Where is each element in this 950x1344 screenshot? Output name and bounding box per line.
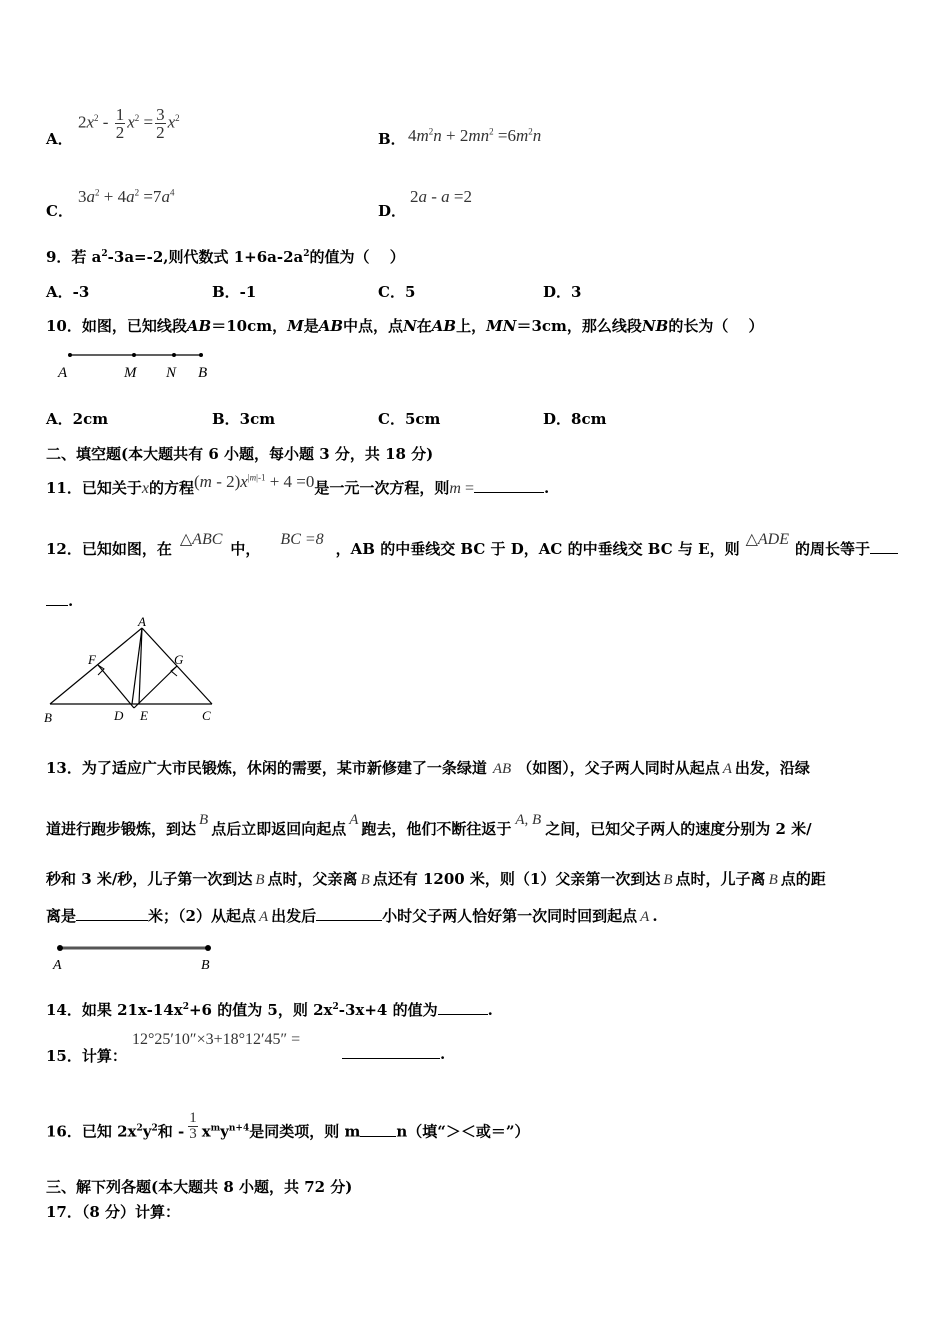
point-a [68, 353, 72, 357]
q15-stem: 15．计算： [46, 1047, 127, 1065]
q12-stem: 12．已知如图，在△ABC中，BC =8，AB 的中垂线交 BC 于 D，AC 的中垂线交 BC 与 E，则△ADE的周长等于 [46, 538, 898, 559]
label-a: A [58, 365, 68, 381]
label-e: E [140, 708, 148, 723]
q8-option-b-formula: $4m^2n + 2mn^2 =6m^2n$ [408, 126, 542, 145]
q17-title: 17．（8 分）计算： [46, 1203, 181, 1221]
label-d: D [114, 708, 124, 723]
label-b: B [198, 365, 208, 381]
label-b: B [201, 958, 210, 972]
point-a [57, 945, 63, 951]
label-g: G [174, 652, 184, 667]
label-a: A [53, 958, 62, 972]
q10-stem: 10．如图，已知线段AB＝10cm，M是AB中点，点N在AB上，MN＝3cm，那么线段NB的长为（ ） [46, 317, 764, 335]
q9-stem: 9．若 $a^2-3a=-2$,则代数式 $1+6a-2a^2$的值为（ ） [46, 248, 405, 266]
q9-option-c: C．5 [378, 283, 416, 301]
q12-triangle-figure [42, 614, 222, 729]
q10-option-a: A．2cm [46, 410, 109, 428]
q10-option-c: C．5cm [378, 410, 441, 428]
point-b [199, 353, 203, 357]
q15-expression: 12°25′10″×3+18°12′45″ = [132, 1031, 301, 1048]
q10-option-b: B．3cm [212, 410, 276, 428]
point-b [205, 945, 211, 951]
q15-answer: . [342, 1045, 445, 1063]
q8-option-c-formula: $3a^2 + 4a^2 =7a^4$ [78, 187, 175, 206]
q8-option-d-formula: 2a - a =2 [410, 187, 473, 206]
point-m [132, 353, 136, 357]
section-2-title: 二、填空题(本大题共有 6 小题，每小题 3 分，共 18 分) [46, 445, 434, 463]
section-3-title: 三、解下列各题(本大题共 8 小题，共 72 分) [46, 1178, 353, 1196]
label-a: A [138, 614, 146, 629]
q13-line-2: 道进行跑步锻炼，到达 B 点后立即返回向起点 A 跑去，他们不断往返于 A, B 之间，已知父子两人的速度分别为 2 米/ [46, 812, 812, 838]
q13-line-3: 秒和 3 米/秒，儿子第一次到达 B 点时，父亲离 B 点还有 1200 米，则（1）父亲第一次到达 B 点时，儿子离 B 点的距 [46, 870, 826, 888]
q8-option-b: B． [378, 130, 406, 148]
q8-option-c: C． [46, 202, 73, 220]
q9-option-b: B．-1 [212, 283, 257, 301]
q13-greenway-figure [50, 940, 220, 972]
label-f: F [88, 652, 96, 667]
q16-stem: 16．已知 $2x^2y^2$和 - $\frac{1}{3}$ $x^my^{n+4}$是同类项，则 m n（填“＞＜或＝”） [46, 1110, 530, 1142]
label-b: B [44, 710, 52, 725]
q14-stem: 14．如果 $21x-14x^2+6$ 的值为 5，则 $2x^2-3x+4$ 的值为 . [46, 1001, 493, 1019]
label-c: C [202, 708, 211, 723]
q10-segment-figure [50, 345, 220, 385]
q12-stem-cont: . [46, 592, 73, 610]
q8-option-d: D． [378, 202, 407, 220]
q8-option-a-formula: $2x^2$ - $\frac{1}{2}$ $x^2$ = $\frac{3}{2}$ $x^2$ [78, 105, 180, 142]
q13-line-1: 13．为了适应广大市民锻炼，休闲的需要，某市新修建了一条绿道 AB （如图），父子两人同时从起点 A 出发，沿绿 [46, 759, 810, 777]
q9-option-a: A．-3 [46, 283, 90, 301]
point-n [172, 353, 176, 357]
label-m: M [124, 365, 137, 381]
q9-option-d: D．3 [543, 283, 582, 301]
q11-stem: 11．已知关于x的方程$(m - 2)x^{|m|-1} + 4 =0$是一元一次方程，则m = . [46, 472, 550, 497]
label-n: N [166, 365, 177, 381]
q13-line-4: 离是 米；（2）从起点 A 出发后 小时父子两人恰好第一次同时回到起点 A . [46, 907, 658, 925]
q10-option-d: D．8cm [543, 410, 607, 428]
q8-option-a: A． [46, 130, 73, 148]
